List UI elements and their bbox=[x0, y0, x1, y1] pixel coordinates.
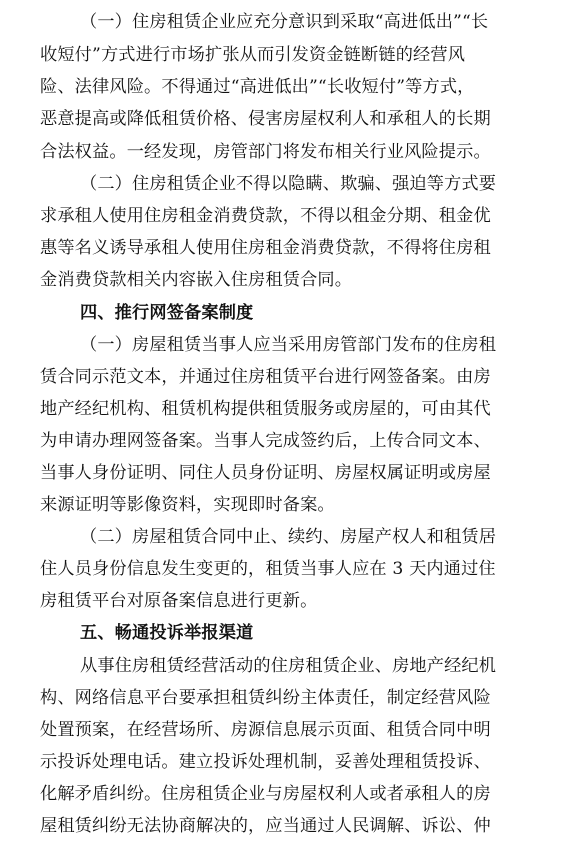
line-23: 处置预案，在经营场所、房源信息展示页面、租赁合同中明 bbox=[40, 720, 491, 740]
line-21: 从事住房租赁经营活动的住房租赁企业、房地产经纪机 bbox=[80, 656, 497, 676]
line-8: 惠等名义诱导承租人使用住房租金消费贷款，不得将住房租 bbox=[40, 238, 491, 258]
section-heading-5: 五、畅通投诉举报渠道 bbox=[80, 623, 254, 643]
line-26: 屋租赁纠纷无法协商解决的，应当通过人民调解、诉讼、仲 bbox=[40, 816, 491, 836]
line-18: 住人员身份信息发生变更的，租赁当事人应在 3 天内通过住 bbox=[40, 559, 496, 579]
line-2: 收短付”方式进行市场扩张从而引发资金链断链的经营风 bbox=[40, 45, 466, 65]
line-16: 来源证明等影像资料，实现即时备案。 bbox=[40, 495, 335, 515]
line-1: （一）住房租赁企业应充分意识到采取“高进低出”“长 bbox=[80, 12, 489, 32]
line-9: 金消费贷款相关内容嵌入住房租赁合同。 bbox=[40, 270, 353, 290]
line-4: 恶意提高或降低租赁价格、侵害房屋权利人和承租人的长期 bbox=[40, 109, 491, 129]
line-14: 为申请办理网签备案。当事人完成签约后，上传合同文本、 bbox=[40, 431, 491, 451]
line-5: 合法权益。一经发现，房管部门将发布相关行业风险提示。 bbox=[40, 142, 491, 162]
line-15: 当事人身份证明、同住人员身份证明、房屋权属证明或房屋 bbox=[40, 463, 491, 483]
line-13: 地产经纪机构、租赁机构提供租赁服务或房屋的，可由其代 bbox=[40, 399, 491, 419]
line-25: 化解矛盾纠纷。住房租赁企业与房屋权利人或者承租人的房 bbox=[40, 784, 491, 804]
line-6: （二）住房租赁企业不得以隐瞒、欺骗、强迫等方式要 bbox=[80, 174, 497, 194]
line-19: 房租赁平台对原备案信息进行更新。 bbox=[40, 591, 318, 611]
line-3: 险、法律风险。不得通过“高进低出”“长收短付”等方式， bbox=[40, 77, 475, 97]
line-7: 求承租人使用住房租金消费贷款，不得以租金分期、租金优 bbox=[40, 206, 491, 226]
line-17: （二）房屋租赁合同中止、续约、房屋产权人和租赁居 bbox=[80, 527, 497, 547]
line-22: 构、网络信息平台要承担租赁纠纷主体责任，制定经营风险 bbox=[40, 688, 491, 708]
line-12: 赁合同示范文本，并通过住房租赁平台进行网签备案。由房 bbox=[40, 367, 491, 387]
line-11: （一）房屋租赁当事人应当采用房管部门发布的住房租 bbox=[80, 335, 497, 355]
line-24: 示投诉处理电话。建立投诉处理机制，妥善处理租赁投诉、 bbox=[40, 752, 491, 772]
section-heading-4: 四、推行网签备案制度 bbox=[80, 303, 254, 323]
